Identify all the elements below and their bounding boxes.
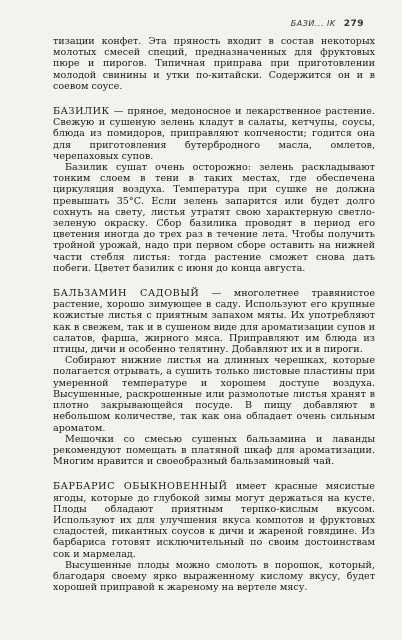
paragraph: Высушенные плоды можно смолоть в порошок, который, благодаря своему ярко выраженному кислому вкусу, будет хорошей приправой к жареному на вертеле мясу. xyxy=(53,559,375,594)
page-number: 279 xyxy=(343,19,364,29)
entry-spacer xyxy=(53,92,375,106)
entry-definition: — многолетнее травянистое растение, хорошо зимующее в саду. Используют его крупные кожистые листья с приятным запахом мяты. Их употребляют как в свежем, так и в сушеном виде для ароматизации супов и салатов, фарша, жирного мяса. Приправляют им блюда из птицы, дичи и особенно телятину. Добавляют их и в пироги. xyxy=(53,288,375,356)
running-head-title: БАЗИ... IK xyxy=(290,19,336,28)
paragraph: Базилик сушат очень осторожно: зелень раскладывают тонким слоем в тени в таких местах, где обеспечена циркуляция воздуха. Температура при сушке не должна превышать 35°С. Если зелень запарится или будет долго сохнуть на свету, листья утратят свою характерную светло-зеленую окраску. Сбор базилика проводят в период его цветения иногда до трех раз в течение лета. Чтобы получить тройной урожай, надо при первом сборе оставить на нижней части стебля листья: тогда растение сможет снова дать побеги. Цветет базилик с июня до конца августа. xyxy=(53,162,375,274)
entry-definition: — пряное, медоносное и лекарственное растение. Свежую и сушеную зелень кладут в салаты, кетчупы, соусы, блюда из помидоров, приправляют копчености; годится она для приготовления бутербродного масла, омлетов, черепаховых супов. xyxy=(53,106,375,162)
entry-basil xyxy=(53,106,375,162)
paragraph-continued: тизации конфет. Эта пряность входит в состав некоторых молотых смесей специй, предназначенных для фруктовых пюре и пирогов. Типичная приправа при приготовлении молодой свинины и утки по-китайски. Содержится он и в соевом соусе. xyxy=(53,36,375,92)
entry-definition: имеет красные мясистые ягоды, которые до глубокой зимы могут держаться на кусте. Плоды обладают приятным терпко-кислым вкусом. Используют их для улучшения вкуса компотов и фруктовых сладостей, пикантных соусов к дичи и жареной говядине. Из барбариса готовят исключительный по своим достоинствам сок и мармелад. xyxy=(53,481,375,560)
body-text xyxy=(53,36,375,593)
running-head xyxy=(291,19,364,29)
entry-balsam xyxy=(53,288,375,355)
paragraph: Собирают нижние листья на длинных черешках, которые полагается отрывать, а сушить только листовые пластины при умеренной температуре и хорошем доступе воздуха. Высушенные, раскрошенные или размолотые листья хранят в плотно закрывающейся посуде. В пищу добавляют в небольшом количестве, так как она обладает очень сильным ароматом. xyxy=(53,355,375,434)
entry-spacer xyxy=(53,274,375,288)
paragraph: Мешочки со смесью сушеных бальзамина и лаванды рекомендуют помещать в платяной шкаф для ароматизации. Многим нравится и своеобразный бальзаминовый чай. xyxy=(53,433,375,468)
entry-barberry xyxy=(53,481,375,559)
entry-term: БАРБАРИС ОБЫКНОВЕННЫЙ xyxy=(53,481,228,493)
entry-spacer xyxy=(53,467,375,481)
entry-term: БАЗИЛИК xyxy=(53,106,110,118)
entry-term: БАЛЬЗАМИН САДОВЫЙ xyxy=(53,288,200,300)
